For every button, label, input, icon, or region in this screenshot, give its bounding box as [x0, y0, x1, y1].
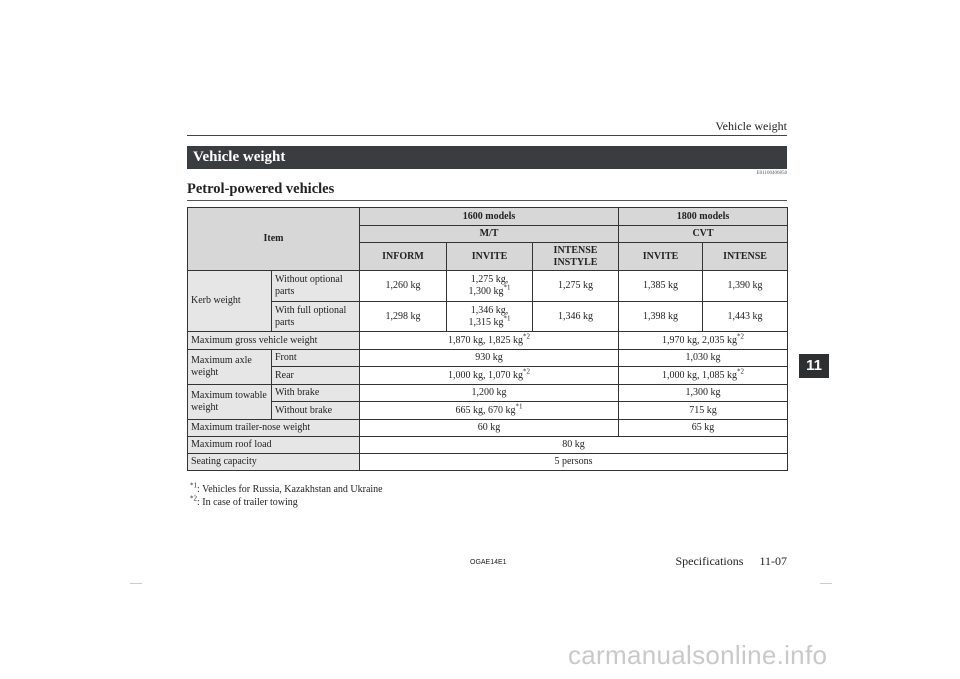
crop-mark — [130, 583, 142, 584]
towable-without-brake-1600 — [360, 402, 619, 420]
header-rule — [187, 135, 787, 136]
gross-1600 — [360, 332, 619, 350]
item-header: Item — [188, 208, 360, 271]
value: 1,000 kg, 1,070 kg — [448, 369, 523, 381]
kerb-with-inform: 1,298 kg — [360, 302, 447, 332]
running-header: Vehicle weight — [715, 119, 787, 133]
footnotes — [190, 483, 383, 509]
footnote-mark: *1 — [190, 481, 197, 490]
seating-capacity-value: 5 persons — [360, 454, 788, 471]
trim-intense-header: INTENSE — [703, 243, 788, 271]
kerb-weight-label: Kerb weight — [188, 271, 272, 332]
footnote-1 — [190, 483, 383, 496]
trailer-nose-1800: 65 kg — [619, 420, 788, 437]
value: 1,000 kg, 1,085 kg — [662, 369, 738, 381]
footnote-mark: *1 — [503, 314, 511, 323]
towable-with-brake-1800: 1,300 kg — [619, 385, 788, 402]
transmission-cvt-header: CVT — [619, 226, 788, 243]
trim-intense-instyle-header: INTENSE INSTYLE — [533, 243, 619, 271]
gross-weight-label: Maximum gross vehicle weight — [188, 332, 360, 350]
footnote-text: : In case of trailer towing — [197, 497, 298, 508]
axle-rear-label: Rear — [272, 367, 360, 385]
page-footer — [659, 554, 787, 569]
footnote-mark: *2 — [523, 367, 530, 376]
towable-with-brake-label: With brake — [272, 385, 360, 402]
towable-with-brake-1600: 1,200 kg — [360, 385, 619, 402]
footnote-2 — [190, 496, 383, 509]
vehicle-weight-table — [187, 207, 788, 471]
footnote-mark: *2 — [190, 494, 197, 503]
axle-rear-1600 — [360, 367, 619, 385]
axle-front-1600: 930 kg — [360, 350, 619, 367]
trim-invite-header: INVITE — [447, 243, 533, 271]
group-1800-header: 1800 models — [619, 208, 788, 226]
section-title: Vehicle weight — [187, 146, 787, 169]
value-line: 1,315 kg — [468, 316, 504, 328]
kerb-without-label: Without optional parts — [272, 271, 360, 302]
page-number: 11-07 — [759, 554, 787, 568]
trailer-nose-1600: 60 kg — [360, 420, 619, 437]
trim-inform-header: INFORM — [360, 243, 447, 271]
towable-without-brake-label: Without brake — [272, 402, 360, 420]
footnote-text: : Vehicles for Russia, Kazakhstan and Ukraine — [197, 484, 383, 495]
towable-without-brake-1800: 715 kg — [619, 402, 788, 420]
roof-load-value: 80 kg — [360, 437, 788, 454]
value-line: 1,300 kg — [468, 286, 504, 297]
footer-chapter: Specifications — [675, 554, 744, 568]
subsection-rule — [187, 200, 787, 201]
axle-front-1800: 1,030 kg — [619, 350, 788, 367]
trailer-nose-label: Maximum trailer-nose weight — [188, 420, 360, 437]
footnote-mark: *2 — [523, 332, 530, 341]
kerb-without-invite — [447, 271, 533, 302]
footnote-mark: *2 — [737, 332, 745, 341]
footnote-mark: *1 — [515, 402, 523, 411]
subsection-title: Petrol-powered vehicles — [187, 181, 335, 197]
axle-rear-1800 — [619, 367, 788, 385]
kerb-without-intense-instyle: 1,275 kg — [533, 271, 619, 302]
kerb-with-intense: 1,443 kg — [703, 302, 788, 332]
crop-mark — [820, 583, 832, 584]
axle-front-label: Front — [272, 350, 360, 367]
value: 1,970 kg, 2,035 kg — [662, 334, 738, 346]
roof-load-label: Maximum roof load — [188, 437, 360, 454]
value: 665 kg, 670 kg — [455, 404, 516, 416]
value: 1,870 kg, 1,825 kg — [448, 334, 523, 346]
kerb-with-invite — [447, 302, 533, 332]
kerb-without-intense: 1,390 kg — [703, 271, 788, 302]
gross-1800 — [619, 332, 788, 350]
trim-invite-cvt-header: INVITE — [619, 243, 703, 271]
section-code: E01100406858 — [756, 171, 787, 176]
transmission-mt-header: M/T — [360, 226, 619, 243]
footnote-mark: *2 — [737, 367, 745, 376]
kerb-with-invite-cvt: 1,398 kg — [619, 302, 703, 332]
kerb-without-inform: 1,260 kg — [360, 271, 447, 302]
footnote-mark: *1 — [503, 283, 511, 292]
towable-weight-label: Maximum towable weight — [188, 385, 272, 420]
kerb-with-intense-instyle: 1,346 kg — [533, 302, 619, 332]
value-line: 1,346 kg, — [470, 304, 509, 316]
watermark: carmanualsonline.info — [568, 640, 828, 670]
seating-capacity-label: Seating capacity — [188, 454, 360, 471]
group-1600-header: 1600 models — [360, 208, 619, 226]
chapter-tab: 11 — [799, 354, 829, 378]
value-line: 1,275 kg, — [470, 274, 509, 285]
kerb-without-invite-cvt: 1,385 kg — [619, 271, 703, 302]
axle-weight-label: Maximum axle weight — [188, 350, 272, 385]
kerb-with-label: With full optional parts — [272, 302, 360, 332]
model-code: OGAE14E1 — [470, 559, 507, 566]
